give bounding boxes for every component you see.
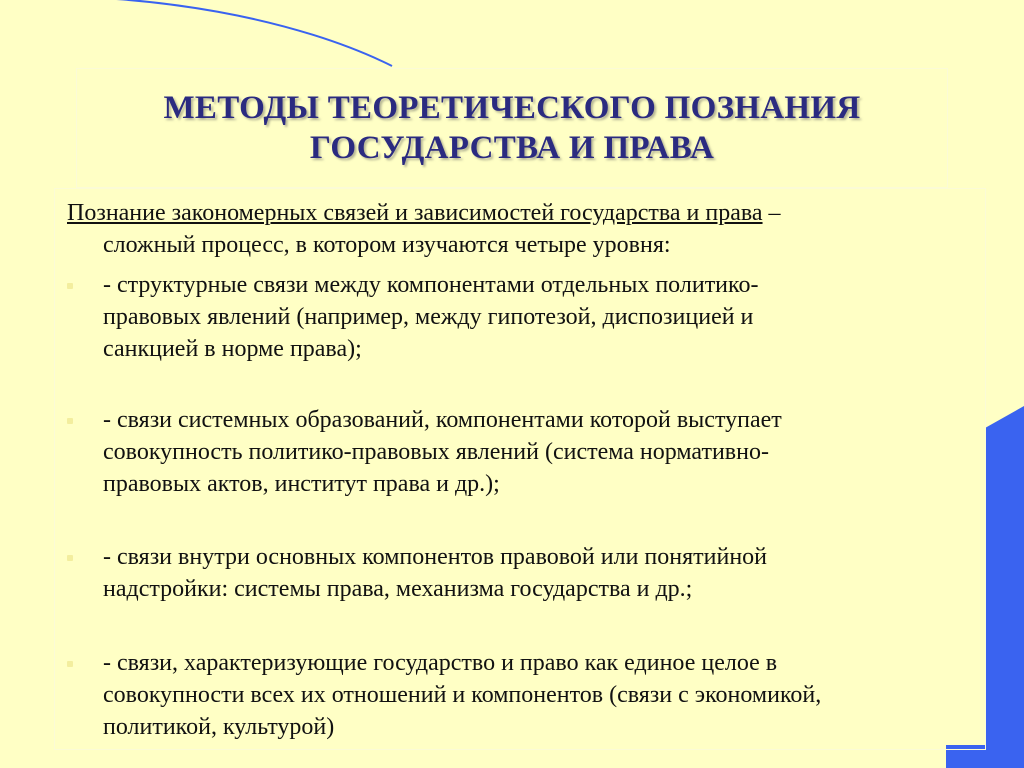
list-item-line: совокупности всех их отношений и компонентов (связи с экономикой, xyxy=(103,682,822,708)
bullet-marker xyxy=(67,661,73,667)
list-item-line: политикой, культурой) xyxy=(103,714,335,740)
list-item-line: совокупность политико-правовых явлений (система нормативно- xyxy=(103,439,769,465)
list-item-text xyxy=(103,404,967,500)
list-item-line: - связи внутри основных компонентов правовой или понятийной xyxy=(103,544,768,570)
intro-underlined-text: Познание закономерных связей и зависимостей государства и права xyxy=(67,200,763,226)
content-box xyxy=(54,188,986,750)
list-item-line: надстройки: системы права, механизма государства и др.; xyxy=(103,576,693,602)
intro-dash: – xyxy=(762,200,781,226)
intro-paragraph xyxy=(67,197,967,261)
list-item-line: санкцией в норме права); xyxy=(103,336,362,362)
list-item-line: правовых актов, институт права и др.); xyxy=(103,471,500,497)
list-item-3 xyxy=(67,541,967,605)
list-item-text xyxy=(103,541,967,605)
list-item-4 xyxy=(67,647,967,743)
list-item-line: правовых явлений (например, между гипотезой, диспозицией и xyxy=(103,304,754,330)
slide-title-line-2: ГОСУДАРСТВА И ПРАВА xyxy=(309,130,715,166)
slide-title-line-1: МЕТОДЫ ТЕОРЕТИЧЕСКОГО ПОЗНАНИЯ xyxy=(163,90,861,126)
list-item-1 xyxy=(67,269,967,365)
list-item-line: - структурные связи между компонентами отдельных политико- xyxy=(103,272,759,298)
list-item-line: - связи системных образований, компонентами которой выступает xyxy=(103,407,782,433)
bullet-marker xyxy=(67,555,73,561)
title-box xyxy=(76,68,948,188)
list-item-text xyxy=(103,647,967,743)
bullet-marker xyxy=(67,283,73,289)
intro-first-line xyxy=(67,197,967,229)
list-item-line: - связи, характеризующие государство и право как единое целое в xyxy=(103,650,778,676)
decorative-arc xyxy=(0,0,392,66)
list-item-text xyxy=(103,269,967,365)
intro-continuation: сложный процесс, в котором изучаются четыре уровня: xyxy=(103,232,671,258)
list-item-2 xyxy=(67,404,967,500)
bullet-marker xyxy=(67,418,73,424)
